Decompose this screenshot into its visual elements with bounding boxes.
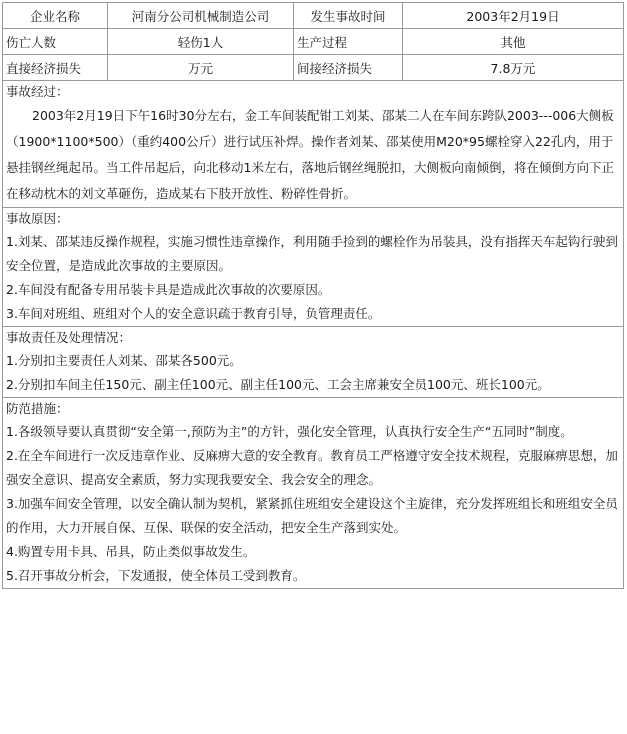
responsibility-title: 事故责任及处理情况： — [6, 330, 132, 345]
measure-item: 5.召开事故分析会，下发通报，使全体员工受到教育。 — [6, 568, 306, 583]
process-title: 事故经过： — [6, 84, 69, 99]
responsibility-item: 1.分别扣主要责任人刘某、邵某各500元。 — [6, 353, 242, 368]
value-casualties: 轻伤1人 — [108, 29, 294, 55]
value-direct-loss: 万元 — [108, 55, 294, 81]
value-indirect-loss: 7.8万元 — [403, 55, 624, 81]
measures-cell — [3, 398, 624, 589]
value-accident-time: 2003年2月19日 — [403, 3, 624, 29]
measure-item: 3.加强车间安全管理，以安全确认制为契机，紧紧抓住班组安全建设这个主旋律，充分发挥班组长和班组安全员的作用，大力开展自保、互保、联保的安全活动，把安全生产落到实处。 — [6, 496, 618, 535]
summary-row-losses — [3, 55, 624, 81]
measure-item: 2.在全车间进行一次反违章作业、反麻痹大意的安全教育。教育员工严格遵守安全技术规程，克服麻痹思想，加强安全意识、提高安全素质，努力实现我要安全、我会安全的理念。 — [6, 448, 618, 487]
causes-title: 事故原因： — [6, 211, 69, 226]
value-company-name: 河南分公司机械制造公司 — [108, 3, 294, 29]
measures-title: 防范措施： — [6, 401, 69, 416]
label-direct-loss: 直接经济损失 — [3, 55, 108, 81]
cause-item: 1.刘某、邵某违反操作规程，实施习惯性违章操作，利用随手捡到的螺栓作为吊装具，没有指挥天车起钩行驶到安全位置，是造成此次事故的主要原因。 — [6, 234, 618, 273]
summary-row-company — [3, 3, 624, 29]
label-production-process: 生产过程 — [294, 29, 403, 55]
section-responsibility — [3, 327, 624, 398]
accident-report-table — [2, 2, 624, 589]
section-process — [3, 81, 624, 208]
process-cell — [3, 81, 624, 208]
responsibility-item: 2.分别扣车间主任150元、副主任100元、副主任100元、工会主席兼安全员100元、班长100元。 — [6, 377, 550, 392]
label-casualties: 伤亡人数 — [3, 29, 108, 55]
section-measures — [3, 398, 624, 589]
label-indirect-loss: 间接经济损失 — [294, 55, 403, 81]
label-accident-time: 发生事故时间 — [294, 3, 403, 29]
section-causes — [3, 208, 624, 327]
responsibility-cell — [3, 327, 624, 398]
process-text: 2003年2月19日下午16时30分左右，金工车间装配钳工刘某、邵某二人在车间东跨队2003---006大侧板（1900*1100*500）（重约400公斤）进行试压补焊。操作者刘某、邵某使用M20*95螺栓穿入22孔内，用于悬挂钢丝绳起吊。当工件吊起后，向北移动1米左右，落地后钢丝绳脱扣，大侧板向南倾倒，将在倾倒方向下正在移动枕木的刘文革砸伤，造成某右下肢开放性、粉碎性骨折。 — [6, 108, 614, 201]
label-company-name: 企业名称 — [3, 3, 108, 29]
measure-item: 4.购置专用卡具、吊具，防止类似事故发生。 — [6, 544, 256, 559]
cause-item: 3.车间对班组、班组对个人的安全意识疏于教育引导，负管理责任。 — [6, 306, 381, 321]
measure-item: 1.各级领导要认真贯彻“安全第一,预防为主”的方针，强化安全管理，认真执行安全生产“五同时”制度。 — [6, 424, 573, 439]
cause-item: 2.车间没有配备专用吊装卡具是造成此次事故的次要原因。 — [6, 282, 331, 297]
causes-cell — [3, 208, 624, 327]
value-production-process: 其他 — [403, 29, 624, 55]
summary-row-casualties — [3, 29, 624, 55]
